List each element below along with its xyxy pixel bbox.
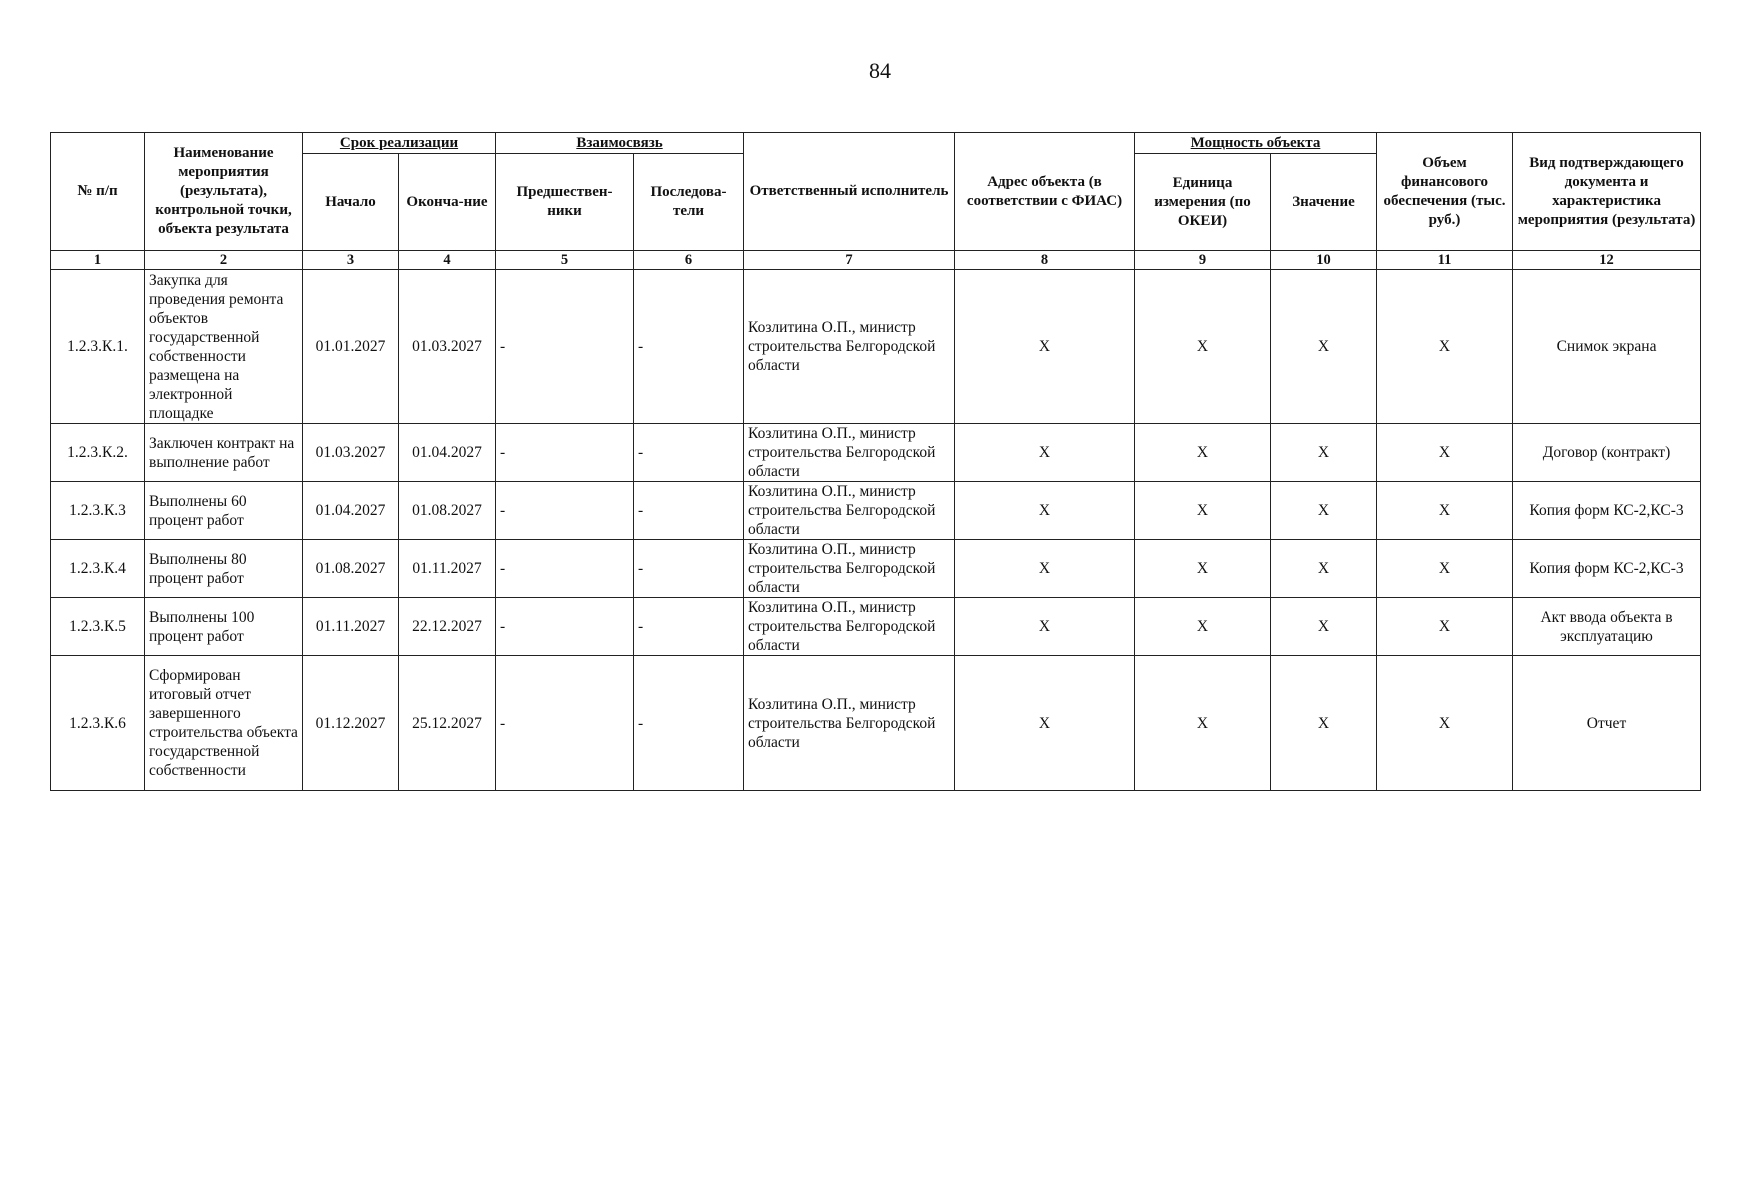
row-start-date: 01.12.2027 bbox=[303, 656, 399, 791]
row-address: X bbox=[955, 482, 1135, 540]
row-unit: X bbox=[1135, 482, 1271, 540]
col-header-num: № п/п bbox=[51, 133, 145, 251]
row-doc-type: Снимок экрана bbox=[1513, 270, 1701, 424]
row-successors: - bbox=[634, 656, 744, 791]
column-number: 1 bbox=[51, 251, 145, 270]
row-successors: - bbox=[634, 598, 744, 656]
row-address: X bbox=[955, 424, 1135, 482]
col-group-link: Взаимосвязь bbox=[496, 133, 744, 154]
row-successors: - bbox=[634, 540, 744, 598]
row-number: 1.2.3.К.3 bbox=[51, 482, 145, 540]
row-start-date: 01.04.2027 bbox=[303, 482, 399, 540]
row-finance: X bbox=[1377, 424, 1513, 482]
row-end-date: 22.12.2027 bbox=[399, 598, 496, 656]
row-predecessors: - bbox=[496, 270, 634, 424]
col-header-predecessors: Предшествен-ники bbox=[496, 154, 634, 251]
row-unit: X bbox=[1135, 598, 1271, 656]
row-unit: X bbox=[1135, 656, 1271, 791]
row-start-date: 01.03.2027 bbox=[303, 424, 399, 482]
column-number: 4 bbox=[399, 251, 496, 270]
row-value: X bbox=[1271, 540, 1377, 598]
row-name: Выполнены 80 процент работ bbox=[145, 540, 303, 598]
row-address: X bbox=[955, 540, 1135, 598]
table-row bbox=[51, 482, 1701, 540]
row-doc-type: Копия форм КС-2,КС-3 bbox=[1513, 482, 1701, 540]
col-header-start: Начало bbox=[303, 154, 399, 251]
row-unit: X bbox=[1135, 270, 1271, 424]
row-doc-type: Отчет bbox=[1513, 656, 1701, 791]
row-unit: X bbox=[1135, 424, 1271, 482]
row-name: Сформирован итоговый отчет завершенного строительства объекта государственной собственности bbox=[145, 656, 303, 791]
row-name: Заключен контракт на выполнение работ bbox=[145, 424, 303, 482]
row-value: X bbox=[1271, 270, 1377, 424]
row-number: 1.2.3.К.5 bbox=[51, 598, 145, 656]
column-number: 7 bbox=[744, 251, 955, 270]
row-unit: X bbox=[1135, 540, 1271, 598]
row-predecessors: - bbox=[496, 540, 634, 598]
table-row bbox=[51, 656, 1701, 791]
table-row bbox=[51, 598, 1701, 656]
column-number: 5 bbox=[496, 251, 634, 270]
column-number: 9 bbox=[1135, 251, 1271, 270]
page-number: 84 bbox=[869, 58, 891, 83]
header-row-groups bbox=[51, 133, 1701, 154]
col-header-name: Наименование мероприятия (результата), контрольной точки, объекта результата bbox=[145, 133, 303, 251]
col-header-address: Адрес объекта (в соответствии с ФИАС) bbox=[955, 133, 1135, 251]
col-header-value: Значение bbox=[1271, 154, 1377, 251]
row-responsible: Козлитина О.П., министр строительства Белгородской области bbox=[744, 482, 955, 540]
column-number: 11 bbox=[1377, 251, 1513, 270]
row-responsible: Козлитина О.П., министр строительства Белгородской области bbox=[744, 656, 955, 791]
row-start-date: 01.01.2027 bbox=[303, 270, 399, 424]
row-finance: X bbox=[1377, 656, 1513, 791]
col-header-responsible: Ответственный исполнитель bbox=[744, 133, 955, 251]
row-address: X bbox=[955, 270, 1135, 424]
row-finance: X bbox=[1377, 598, 1513, 656]
table-body bbox=[51, 270, 1701, 791]
row-doc-type: Договор (контракт) bbox=[1513, 424, 1701, 482]
row-predecessors: - bbox=[496, 598, 634, 656]
column-number-row bbox=[51, 251, 1701, 270]
row-start-date: 01.08.2027 bbox=[303, 540, 399, 598]
row-end-date: 01.04.2027 bbox=[399, 424, 496, 482]
row-predecessors: - bbox=[496, 424, 634, 482]
row-name: Выполнены 60 процент работ bbox=[145, 482, 303, 540]
row-value: X bbox=[1271, 482, 1377, 540]
row-predecessors: - bbox=[496, 656, 634, 791]
col-group-capacity: Мощность объекта bbox=[1135, 133, 1377, 154]
row-responsible: Козлитина О.П., министр строительства Белгородской области bbox=[744, 270, 955, 424]
table-row bbox=[51, 424, 1701, 482]
table-row bbox=[51, 540, 1701, 598]
row-doc-type: Копия форм КС-2,КС-3 bbox=[1513, 540, 1701, 598]
column-number: 3 bbox=[303, 251, 399, 270]
row-successors: - bbox=[634, 270, 744, 424]
row-successors: - bbox=[634, 424, 744, 482]
column-number: 10 bbox=[1271, 251, 1377, 270]
row-end-date: 01.03.2027 bbox=[399, 270, 496, 424]
row-value: X bbox=[1271, 424, 1377, 482]
table-row bbox=[51, 270, 1701, 424]
row-number: 1.2.3.К.4 bbox=[51, 540, 145, 598]
row-address: X bbox=[955, 656, 1135, 791]
implementation-plan-table bbox=[50, 132, 1701, 791]
column-number: 12 bbox=[1513, 251, 1701, 270]
row-number: 1.2.3.К.6 bbox=[51, 656, 145, 791]
row-finance: X bbox=[1377, 270, 1513, 424]
row-value: X bbox=[1271, 656, 1377, 791]
row-value: X bbox=[1271, 598, 1377, 656]
row-number: 1.2.3.К.2. bbox=[51, 424, 145, 482]
row-name: Закупка для проведения ремонта объектов государственной собственности размещена на электронной площадке bbox=[145, 270, 303, 424]
row-successors: - bbox=[634, 482, 744, 540]
row-end-date: 25.12.2027 bbox=[399, 656, 496, 791]
row-end-date: 01.08.2027 bbox=[399, 482, 496, 540]
row-responsible: Козлитина О.П., министр строительства Белгородской области bbox=[744, 598, 955, 656]
table-header bbox=[51, 133, 1701, 270]
column-number: 6 bbox=[634, 251, 744, 270]
row-responsible: Козлитина О.П., министр строительства Белгородской области bbox=[744, 424, 955, 482]
col-header-doc-type: Вид подтверждающего документа и характеристика мероприятия (результата) bbox=[1513, 133, 1701, 251]
column-number: 2 bbox=[145, 251, 303, 270]
row-finance: X bbox=[1377, 540, 1513, 598]
row-responsible: Козлитина О.П., министр строительства Белгородской области bbox=[744, 540, 955, 598]
col-header-finance: Объем финансового обеспечения (тыс. руб.) bbox=[1377, 133, 1513, 251]
row-name: Выполнены 100 процент работ bbox=[145, 598, 303, 656]
row-address: X bbox=[955, 598, 1135, 656]
col-header-unit: Единица измерения (по ОКЕИ) bbox=[1135, 154, 1271, 251]
row-number: 1.2.3.К.1. bbox=[51, 270, 145, 424]
col-header-successors: Последова-тели bbox=[634, 154, 744, 251]
col-header-end: Оконча-ние bbox=[399, 154, 496, 251]
row-start-date: 01.11.2027 bbox=[303, 598, 399, 656]
row-predecessors: - bbox=[496, 482, 634, 540]
row-end-date: 01.11.2027 bbox=[399, 540, 496, 598]
col-group-term: Срок реализации bbox=[303, 133, 496, 154]
row-doc-type: Акт ввода объекта в эксплуатацию bbox=[1513, 598, 1701, 656]
row-finance: X bbox=[1377, 482, 1513, 540]
column-number: 8 bbox=[955, 251, 1135, 270]
